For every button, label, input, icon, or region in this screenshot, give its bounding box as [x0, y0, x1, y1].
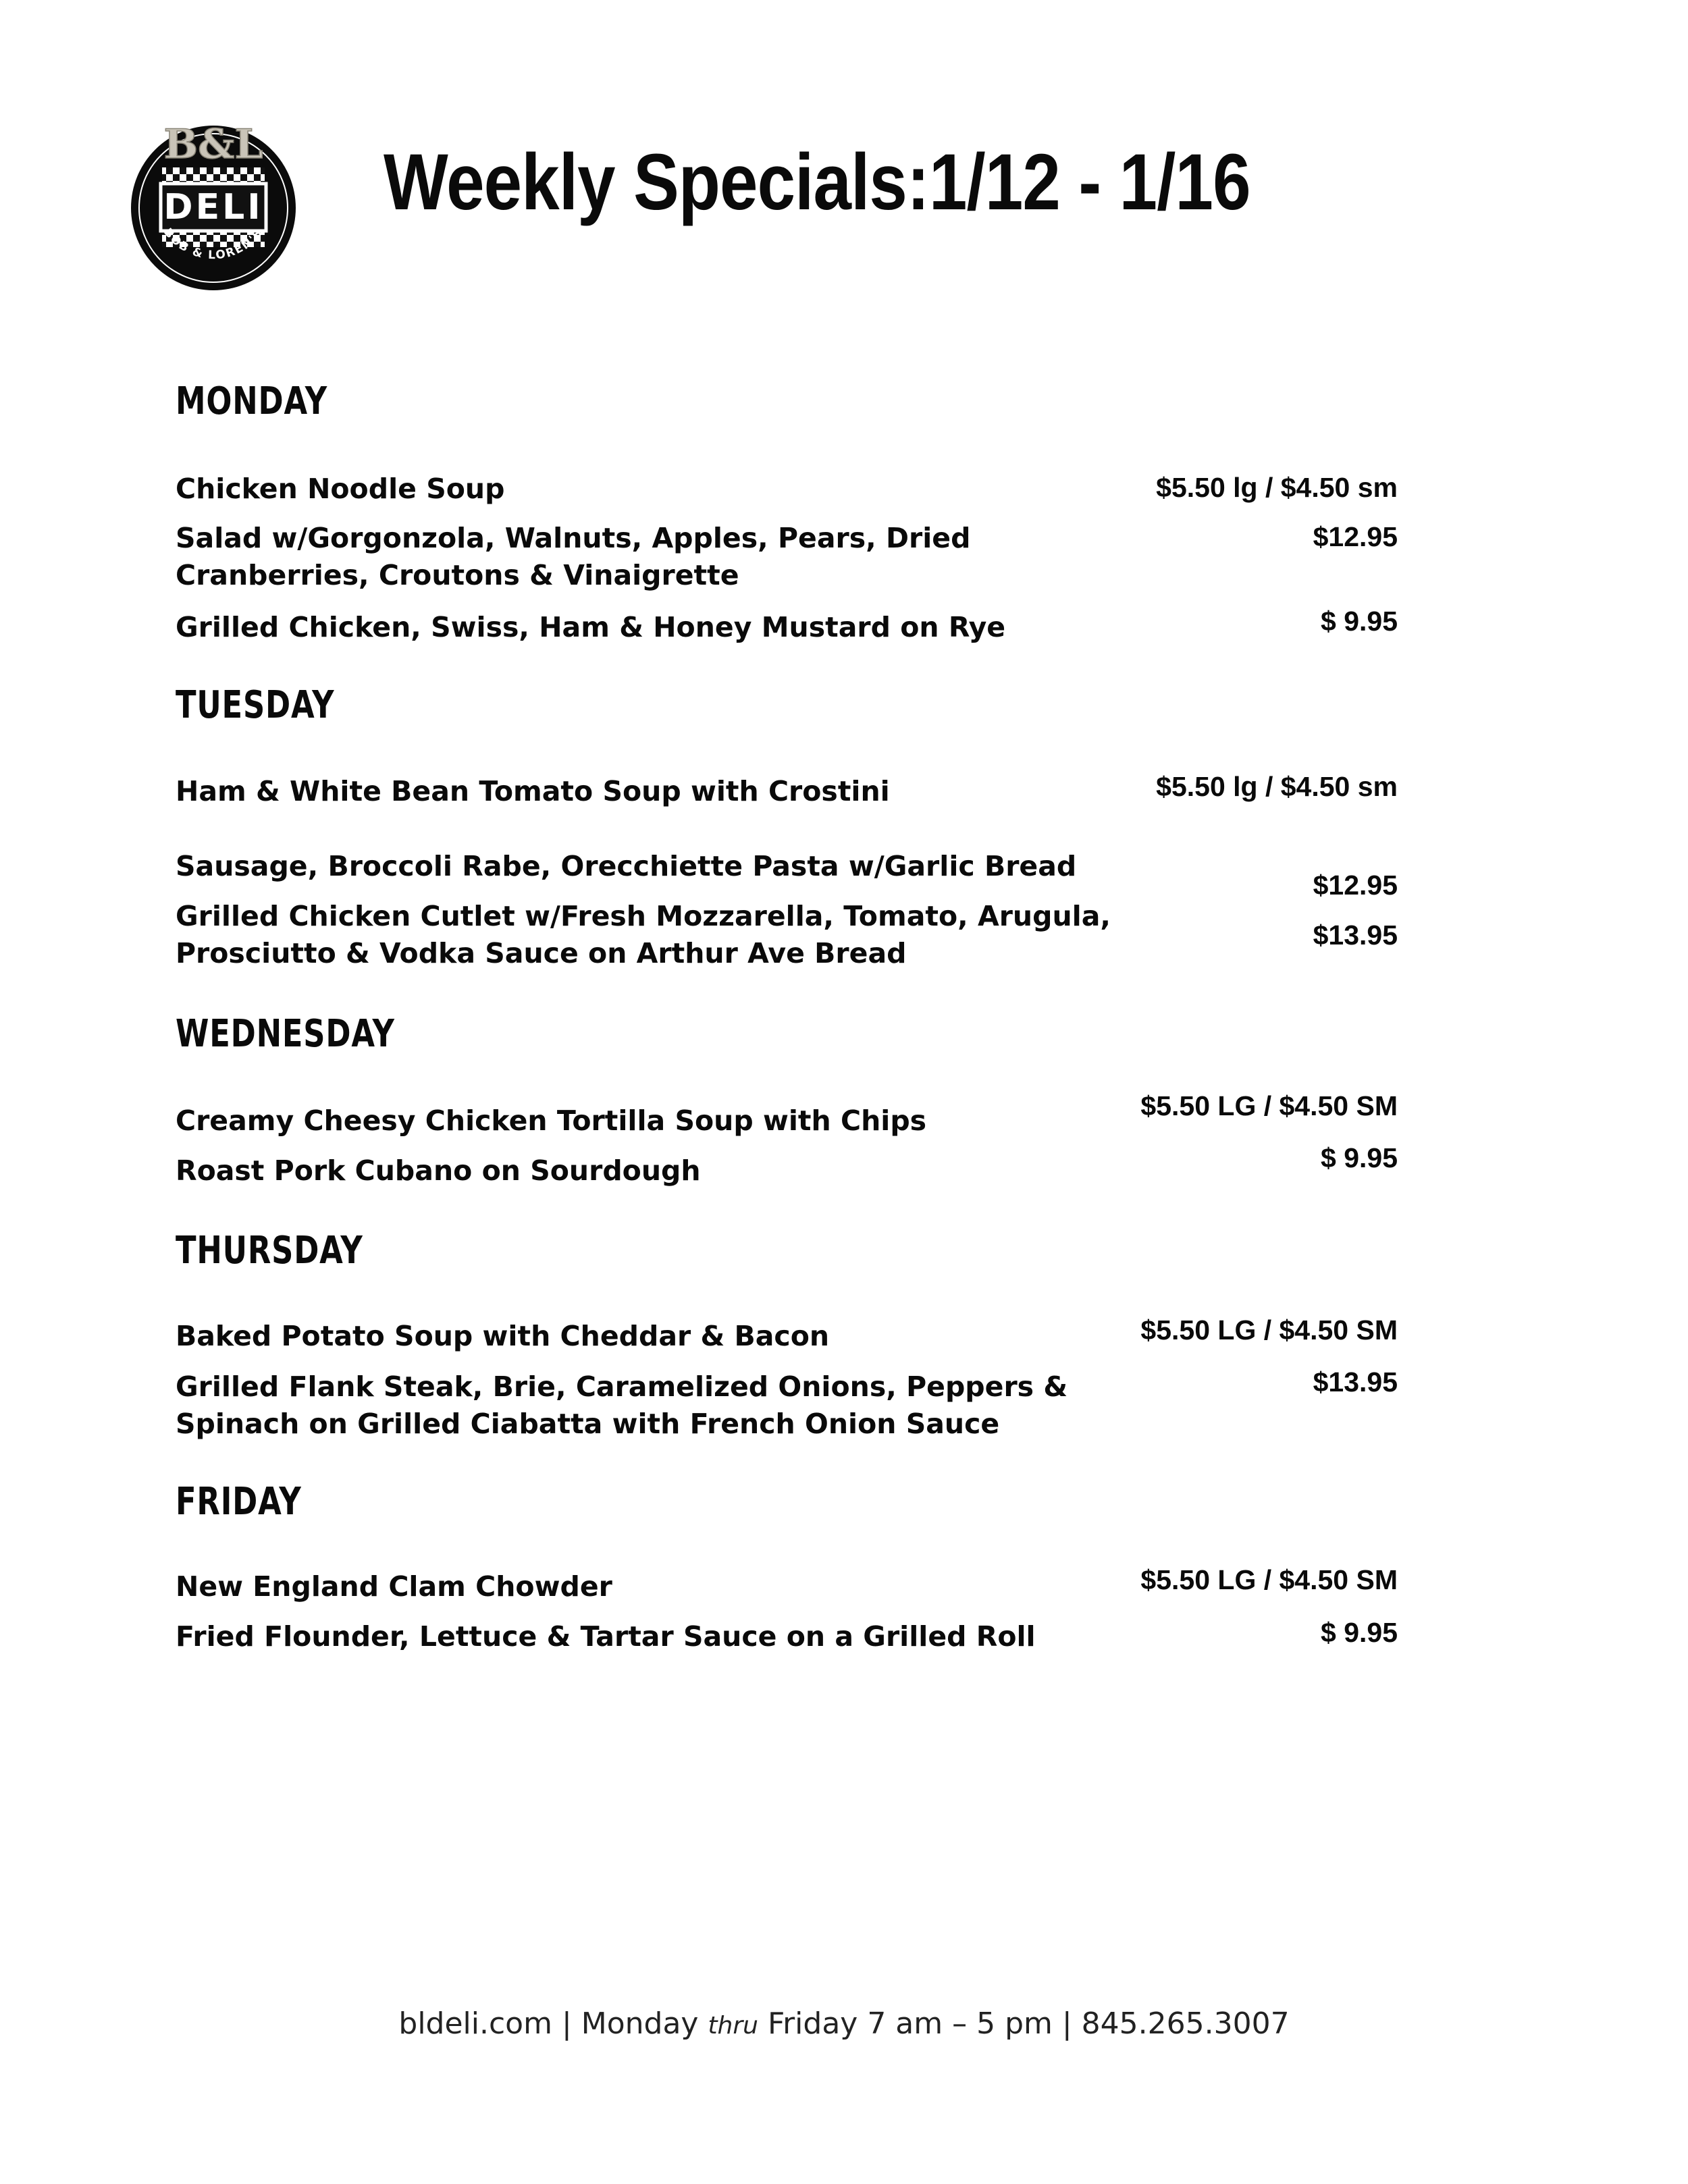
item-price: $13.95: [1313, 920, 1398, 951]
menu-item: [176, 1618, 1040, 1655]
day-heading-monday: MONDAY: [176, 379, 327, 423]
item-price: $ 9.95: [1321, 1142, 1398, 1173]
footer-hours: Friday 7 am – 5 pm: [758, 2006, 1053, 2041]
item-text: New England Clam Chowder: [176, 1570, 612, 1603]
item-text: Prosciutto & Vodka Sauce on Arthur Ave Bread: [176, 937, 907, 969]
item-text: Baked Potato Soup with Cheddar & Bacon: [176, 1320, 830, 1352]
menu-item: [176, 1152, 1040, 1190]
item-price: $5.50 LG / $4.50 SM: [1140, 1564, 1398, 1595]
item-text: Fried Flounder, Lettuce & Tartar Sauce on a Grilled Roll: [176, 1620, 1036, 1653]
item-text: Ham & White Bean Tomato Soup with Crostini: [176, 775, 890, 807]
day-heading-thursday: THURSDAY: [176, 1229, 363, 1273]
day-heading-friday: FRIDAY: [176, 1480, 302, 1524]
menu-item: [176, 471, 1040, 508]
specials-menu: [176, 0, 1398, 2184]
item-text: Grilled Flank Steak, Brie, Caramelized Onions, Peppers &: [176, 1370, 1068, 1403]
menu-item: [176, 773, 1040, 810]
item-text: Cranberries, Croutons & Vinaigrette: [176, 559, 739, 591]
item-text: Sausage, Broccoli Rabe, Orecchiette Pasta w/Garlic Bread: [176, 850, 1077, 882]
menu-item: [176, 609, 1040, 646]
item-price: $12.95: [1313, 870, 1398, 901]
page-title: Weekly Specials:1/12 - 1/16: [384, 138, 1250, 227]
logo-top-text: B&L: [163, 121, 263, 168]
footer-phone: 845.265.3007: [1081, 2006, 1290, 2041]
footer-separator: |: [552, 2006, 581, 2041]
menu-item: [176, 1102, 1040, 1140]
item-text: Salad w/Gorgonzola, Walnuts, Apples, Pears, Dried: [176, 522, 971, 554]
item-price: $ 9.95: [1321, 606, 1398, 637]
item-price: $5.50 lg / $4.50 sm: [1156, 771, 1398, 802]
item-price: $ 9.95: [1321, 1617, 1398, 1648]
item-text: Grilled Chicken Cutlet w/Fresh Mozzarella, Tomato, Arugula,: [176, 900, 1111, 932]
menu-item: [176, 1568, 1040, 1605]
item-text: Spinach on Grilled Ciabatta with French Onion Sauce: [176, 1408, 1000, 1440]
item-text: Grilled Chicken, Swiss, Ham & Honey Mustard on Rye: [176, 611, 1006, 643]
item-price: $5.50 LG / $4.50 SM: [1140, 1314, 1398, 1346]
menu-item: [176, 848, 1077, 885]
item-price: $5.50 LG / $4.50 SM: [1140, 1090, 1398, 1121]
footer-separator: |: [1052, 2006, 1082, 2041]
menu-item: [176, 1368, 1068, 1443]
day-heading-wednesday: WEDNESDAY: [176, 1012, 395, 1056]
item-text: Roast Pork Cubano on Sourdough: [176, 1154, 701, 1187]
item-price: $12.95: [1313, 521, 1398, 552]
footer-day-start: Monday: [581, 2006, 708, 2041]
item-price: $5.50 lg / $4.50 sm: [1156, 472, 1398, 503]
footer-info: [0, 2004, 1688, 2046]
menu-item: [176, 898, 1111, 972]
item-price: $13.95: [1313, 1366, 1398, 1397]
logo-bottom-text: BOB & LOREN'S: [161, 225, 266, 263]
menu-item: [176, 1318, 1040, 1355]
logo-center-text: DELI: [163, 187, 263, 228]
footer-thru: thru: [708, 2012, 758, 2040]
item-text: Creamy Cheesy Chicken Tortilla Soup with Chips: [176, 1104, 927, 1137]
footer-website: bldeli.com: [398, 2006, 552, 2041]
day-heading-tuesday: TUESDAY: [176, 683, 335, 727]
item-text: Chicken Noodle Soup: [176, 473, 505, 505]
menu-item: [176, 520, 1040, 594]
